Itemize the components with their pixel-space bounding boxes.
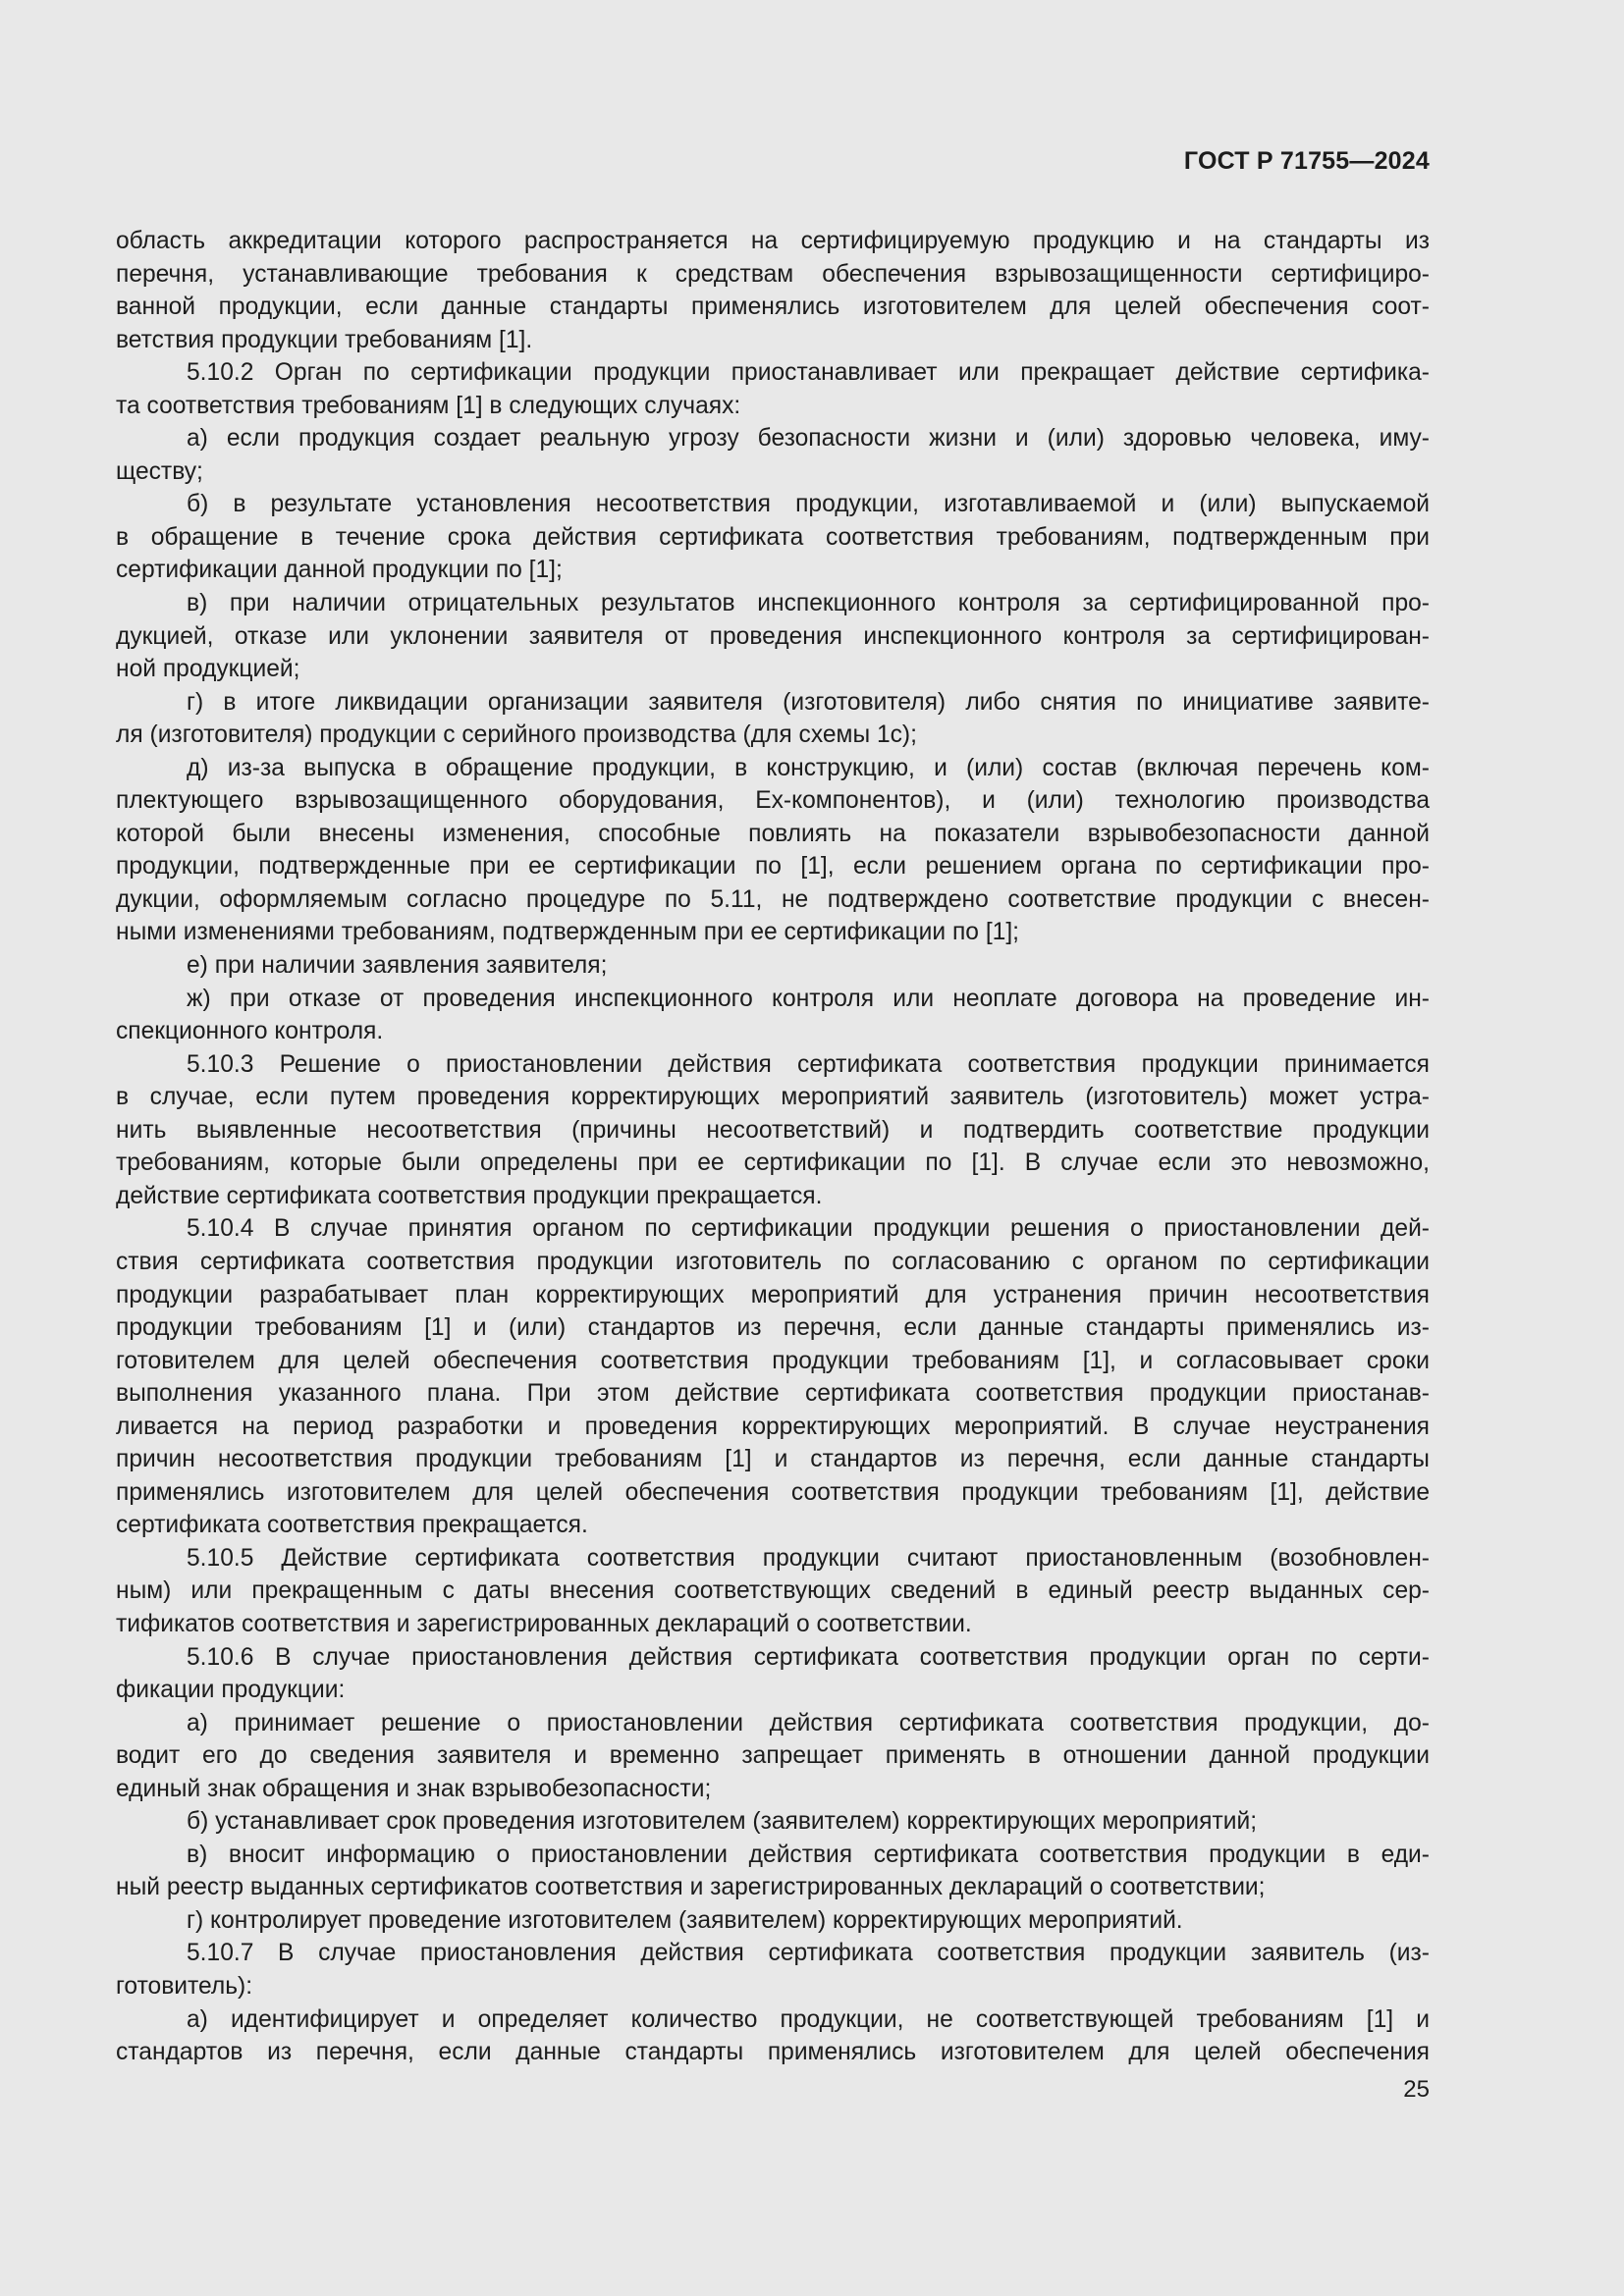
text-line: ствия сертификата соответствия продукции изготовитель по согласованию с органом по сертификации [116, 1248, 1430, 1275]
text-line: в) вносит информацию о приостановлении действия сертификата соответствия продукции в еди- [187, 1841, 1430, 1868]
text-line: а) если продукция создает реальную угрозу безопасности жизни и (или) здоровью человека, иму- [187, 425, 1430, 453]
text-line: тификатов соответствия и зарегистрированных деклараций о соответствии. [116, 1610, 972, 1637]
text-line: которой были внесены изменения, способные повлиять на показатели взрывобезопасности данной [116, 820, 1430, 847]
text-line: выполнения указанного плана. При этом действие сертификата соответствия продукции приостанав- [116, 1380, 1430, 1408]
text-line: ществу; [116, 457, 203, 485]
text-line: в обращение в течение срока действия сертификата соответствия требованиям, подтвержденным при [116, 523, 1430, 551]
text-line: перечня, устанавливающие требования к средствам обеспечения взрывозащищенности сертифициро- [116, 260, 1430, 288]
text-line: область аккредитации которого распространяется на сертифицируемую продукцию и на стандарты из [116, 228, 1430, 254]
text-line: а) принимает решение о приостановлении действия сертификата соответствия продукции, до- [187, 1709, 1430, 1736]
text-line: применялись изготовителем для целей обеспечения соответствия продукции требованиям [1], действие [116, 1478, 1430, 1506]
text-line: г) в итоге ликвидации организации заявителя (изготовителя) либо снятия по инициативе заявите- [187, 688, 1430, 716]
text-line: ванной продукции, если данные стандарты применялись изготовителем для целей обеспечения соот- [116, 294, 1430, 321]
text-line: 5.10.6 В случае приостановления действия сертификата соответствия продукции орган по серти- [187, 1643, 1430, 1671]
text-line: готовитель): [116, 1972, 253, 2000]
text-line: действие сертификата соответствия продукции прекращается. [116, 1182, 823, 1209]
text-line: ля (изготовителя) продукции с серийного производства (для схемы 1с); [116, 721, 917, 749]
text-line: спекционного контроля. [116, 1018, 384, 1045]
text-line: продукции, подтвержденные при ее сертификации по [1], если решением органа по сертификации про- [116, 853, 1430, 881]
text-line: водит его до сведения заявителя и временно запрещает применять в отношении данной продукции [116, 1742, 1430, 1770]
page-number: 25 [1403, 2076, 1430, 2103]
text-line: фикации продукции: [116, 1677, 346, 1704]
text-line: стандартов из перечня, если данные стандарты применялись изготовителем для целей обеспечения [116, 2039, 1430, 2066]
text-line: дукцией, отказе или уклонении заявителя от проведения инспекционного контроля за сертифицирован- [116, 622, 1430, 650]
text-line: та соответствия требованиям [1] в следующих случаях: [116, 392, 741, 419]
text-line: е) при наличии заявления заявителя; [187, 952, 608, 980]
text-line: ными изменениями требованиям, подтвержденным при ее сертификации по [1]; [116, 919, 1019, 946]
text-line: в) при наличии отрицательных результатов инспекционного контроля за сертифицированной про- [187, 590, 1430, 617]
text-line: 5.10.4 В случае принятия органом по сертификации продукции решения о приостановлении дей- [187, 1215, 1430, 1243]
text-line: ветствия продукции требованиям [1]. [116, 326, 533, 353]
text-line: готовителем для целей обеспечения соответствия продукции требованиям [1], и согласовывает сроки [116, 1347, 1430, 1374]
text-line: продукции требованиям [1] и (или) стандартов из перечня, если данные стандарты применялись из- [116, 1314, 1430, 1342]
text-line: 5.10.7 В случае приостановления действия сертификата соответствия продукции заявитель (из- [187, 1940, 1430, 1967]
text-line: б) в результате установления несоответствия продукции, изготавливаемой и (или) выпускаемой [187, 491, 1430, 518]
document-header: ГОСТ Р 71755—2024 [1183, 147, 1430, 175]
text-line: 5.10.5 Действие сертификата соответствия продукции считают приостановленным (возобновлен- [187, 1544, 1430, 1572]
text-line: 5.10.2 Орган по сертификации продукции приостанавливает или прекращает действие сертифика- [187, 359, 1430, 387]
text-line: 5.10.3 Решение о приостановлении действия сертификата соответствия продукции принимается [187, 1050, 1430, 1078]
text-line: г) контролирует проведение изготовителем (заявителем) корректирующих мероприятий. [187, 1906, 1183, 1934]
text-line: сертификата соответствия прекращается. [116, 1512, 588, 1539]
text-line: ж) при отказе от проведения инспекционного контроля или неоплате договора на проведение ин- [187, 985, 1430, 1012]
text-line: продукции разрабатывает план корректирующих мероприятий для устранения причин несоответствия [116, 1281, 1430, 1308]
text-line: ливается на период разработки и проведения корректирующих мероприятий. В случае неустранения [116, 1413, 1430, 1440]
text-line: сертификации данной продукции по [1]; [116, 557, 563, 584]
text-line: дукции, оформляемым согласно процедуре по 5.11, не подтверждено соответствие продукции с внесен- [116, 885, 1430, 913]
text-line: требованиям, которые были определены при ее сертификации по [1]. В случае если это невозможно, [116, 1149, 1430, 1177]
text-line: ной продукцией; [116, 656, 300, 683]
text-line: в случае, если путем проведения корректирующих мероприятий заявитель (изготовитель) может устра- [116, 1084, 1430, 1111]
text-line: ный реестр выданных сертификатов соответствия и зарегистрированных деклараций о соответствии; [116, 1874, 1266, 1901]
document-body [116, 225, 1430, 2069]
text-line: б) устанавливает срок проведения изготовителем (заявителем) корректирующих мероприятий; [187, 1808, 1258, 1836]
text-line: д) из-за выпуска в обращение продукции, в конструкцию, и (или) состав (включая перечень ком- [187, 754, 1430, 781]
text-line: единый знак обращения и знак взрывобезопасности; [116, 1775, 712, 1802]
text-line: ным) или прекращенным с даты внесения соответствующих сведений в единый реестр выданных сер- [116, 1577, 1430, 1605]
text-line: нить выявленные несоответствия (причины несоответствий) и подтвердить соответствие продукции [116, 1116, 1430, 1144]
text-line: причин несоответствия продукции требованиям [1] и стандартов из перечня, если данные стандарты [116, 1446, 1430, 1473]
text-line: плектующего взрывозащищенного оборудования, Ex-компонентов), и (или) технологию производства [116, 787, 1430, 815]
text-line: а) идентифицирует и определяет количество продукции, не соответствующей требованиям [1] и [187, 2005, 1430, 2033]
